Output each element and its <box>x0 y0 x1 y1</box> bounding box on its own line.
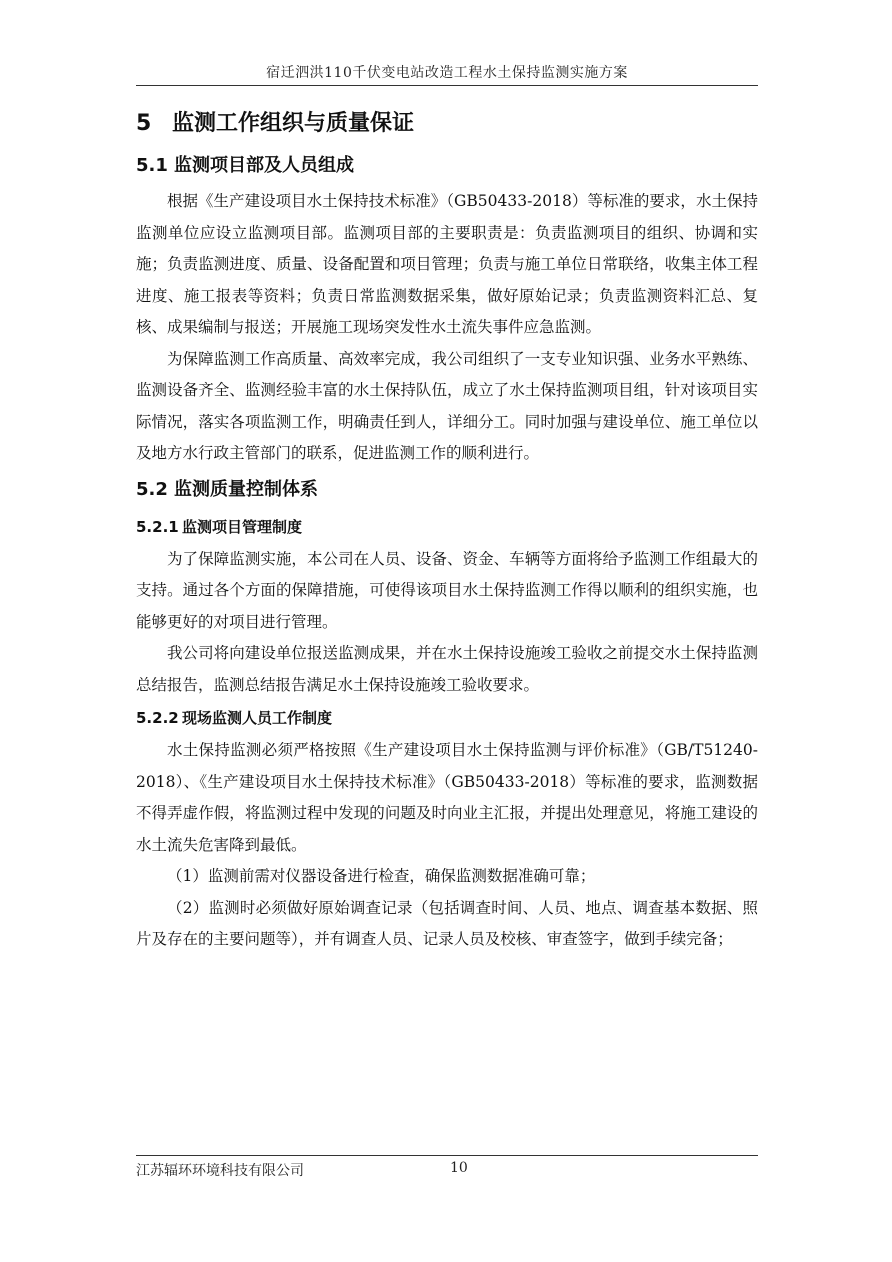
subsubsection-number: 5.2.2 <box>136 709 179 727</box>
subsubsection-title: 现场监测人员工作制度 <box>182 709 333 727</box>
footer-rule <box>136 1155 758 1156</box>
paragraph: 为了保障监测实施，本公司在人员、设备、资金、车辆等方面将给予监测工作组最大的支持。通过各个方面的保障措施，可使得该项目水土保持监测工作得以顺利的组织实施，也能够更好的对项目进行管理。 <box>136 549 758 631</box>
subsection-number: 5.2 <box>136 478 168 500</box>
page-content <box>136 102 758 956</box>
footer-company: 江苏辐环环境科技有限公司 <box>136 1163 304 1179</box>
section-number: 5 <box>136 111 152 136</box>
section-title: 监测工作组织与质量保证 <box>172 111 415 136</box>
header-rule <box>136 85 758 86</box>
subsection-title: 监测项目部及人员组成 <box>174 155 354 176</box>
paragraph: 我公司将向建设单位报送监测成果，并在水土保持设施竣工验收之前提交水土保持监测总结报告，监测总结报告满足水土保持设施竣工验收要求。 <box>136 644 758 694</box>
subsubsection-number: 5.2.1 <box>136 517 179 536</box>
paragraph: 根据《生产建设项目水土保持技术标准》（GB50433-2018）等标准的要求，水土保持监测单位应设立监测项目部。监测项目部的主要职责是：负责监测项目的组织、协调和实施；负责监测进度、质量、设备配置和项目管理；负责与施工单位日常联络，收集主体工程进度、施工报表等资料；负责日常监测数据采集，做好原始记录；负责监测资料汇总、复核、成果编制与报送；开展施工现场突发性水土流失事件应急监测。 <box>136 192 758 336</box>
subsection-title: 监测质量控制体系 <box>174 478 318 500</box>
subsubsection-title: 监测项目管理制度 <box>182 517 303 536</box>
running-header: 宿迁泗洪110千伏变电站改造工程水土保持监测实施方案 <box>266 65 628 81</box>
paragraph: 水土保持监测必须严格按照《生产建设项目水土保持监测与评价标准》（GB/T51240-2018）、《生产建设项目水土保持技术标准》（GB50433-2018）等标准的要求，监测数据不得弄虚作假，将监测过程中发现的问题及时向业主汇报，并提出处理意见，将施工建设的水土流失危害降到最低。 <box>136 741 758 854</box>
list-item: （1）监测前需对仪器设备进行检查，确保监测数据准确可靠； <box>167 867 596 885</box>
list-item: （2）监测时必须做好原始调查记录（包括调查时间、人员、地点、调查基本数据、照片及存在的主要问题等），并有调查人员、记录人员及校核、审查签字，做到手续完备； <box>136 898 758 948</box>
subsection-heading-5-1 <box>136 146 758 186</box>
subsection-number: 5.1 <box>136 155 168 176</box>
subsubsection-heading-5-2-2 <box>136 701 758 735</box>
section-heading <box>136 102 758 146</box>
subsubsection-heading-5-2-1 <box>136 510 758 544</box>
page-number: 10 <box>450 1160 468 1176</box>
subsection-heading-5-2 <box>136 470 758 510</box>
paragraph: 为保障监测工作高质量、高效率完成，我公司组织了一支专业知识强、业务水平熟练、监测设备齐全、监测经验丰富的水土保持队伍，成立了水土保持监测项目组，针对该项目实际情况，落实各项监测工作，明确责任到人，详细分工。同时加强与建设单位、施工单位以及地方水行政主管部门的联系，促进监测工作的顺利进行。 <box>136 349 758 462</box>
